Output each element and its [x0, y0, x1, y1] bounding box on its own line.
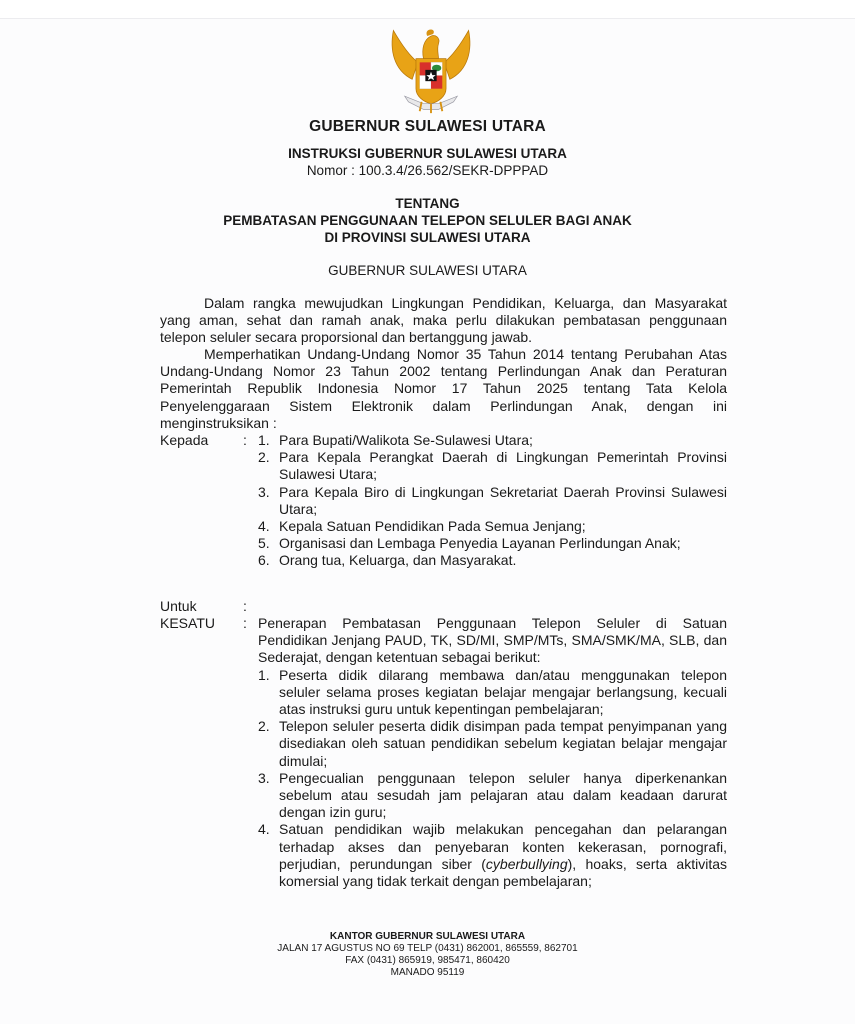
footer-address: JALAN 17 AGUSTUS NO 69 TELP (0431) 862001, 865559, 862701 [277, 943, 578, 954]
subject-line-2: DI PROVINSI SULAWESI UTARA [324, 230, 531, 245]
recipient-item [258, 449, 727, 483]
item-number: 1. [258, 666, 270, 683]
recipient-item [258, 535, 727, 552]
provision-item [258, 667, 727, 719]
instruction-title: INSTRUKSI GUBERNUR SULAWESI UTARA [288, 146, 567, 161]
item-number: 4. [258, 518, 270, 535]
item-number: 4. [258, 821, 270, 838]
item-text: Orang tua, Keluarga, dan Masyarakat. [279, 552, 517, 569]
item-text: Para Kepala Perangkat Daerah di Lingkungan Pemerintah Provinsi Sulawesi Utara; [279, 449, 727, 483]
item-number: 2. [258, 718, 270, 735]
item-number: 3. [258, 769, 270, 786]
item-text: Satuan pendidikan wajib melakukan pencegahan dan pelarangan terhadap akses dan penyebaran konten kekerasan, pornografi, perjudian, perundungan siber ( [279, 821, 727, 872]
footer-city: MANADO 95119 [390, 967, 465, 978]
recipient-item [258, 484, 727, 518]
governor-title: GUBERNUR SULAWESI UTARA [309, 118, 546, 135]
item-number: 3. [258, 483, 270, 500]
recipient-item [258, 518, 727, 535]
item-text: Telepon seluler peserta didik disimpan pada tempat penyimpanan yang disediakan oleh satuan pendidikan sebelum kegiatan belajar mengajar dimulai; [279, 718, 727, 769]
item-text: Para Bupati/Walikota Se-Sulawesi Utara; [279, 432, 533, 448]
item-number: 1. [258, 432, 270, 448]
recipient-item [258, 432, 727, 449]
recipient-list [258, 432, 727, 570]
provision-item [258, 718, 727, 770]
document-number: Nomor : 100.3.4/26.562/SEKR-DPPPAD [306, 163, 549, 178]
item-italic-term: cyberbullying [485, 855, 568, 872]
kesatu-content [258, 615, 727, 890]
subject-line-1: PEMBATASAN PENGGUNAAN TELEPON SELULER BAGI ANAK [223, 213, 632, 228]
considering-paragraph: Memperhatikan Undang-Undang Nomor 35 Tahun 2014 tentang Perubahan Atas Undang-Undang Nomor 23 Tahun 2002 tentang Perlindungan Anak dan Peraturan Pemerintah Republik Indonesia Nomor 17 Tahun 2025 tentang Tata Kelola Penyelenggaraan Sistem Elektronik dalam Perlindungan Anak, dengan ini menginstruksikan : [160, 346, 727, 431]
kepada-label: Kepada [160, 432, 209, 448]
kesatu-intro: Penerapan Pembatasan Penggunaan Telepon Seluler di Satuan Pendidikan Jenjang PAUD, TK, SD/MI, SMP/MTs, SMA/SMK/MA, SLB, dan Sederajat, dengan ketentuan sebagai berikut: [258, 615, 727, 666]
item-text: ), hoaks, serta aktivitas komersial yang tidak terkait dengan pembelajaran; [279, 855, 727, 890]
item-text: Kepala Satuan Pendidikan Pada Semua Jenjang; [279, 518, 586, 535]
item-number: 2. [258, 449, 270, 466]
opening-paragraph: Dalam rangka mewujudkan Lingkungan Pendidikan, Keluarga, dan Masyarakat yang aman, sehat dan ramah anak, maka perlu dilakukan pembatasan penggunaan telepon seluler secara proporsional dan bertanggung jawab. [160, 295, 727, 346]
item-text: Peserta didik dilarang membawa dan/atau menggunakan telepon seluler selama proses kegiatan belajar mengajar berlangsung, kecuali atas instruksi guru untuk kepentingan pembelajaran; [279, 666, 727, 718]
kesatu-colon: : [243, 615, 247, 631]
item-text: Organisasi dan Lembaga Penyedia Layanan Perlindungan Anak; [279, 535, 681, 552]
tentang-heading: TENTANG [395, 196, 460, 211]
footer-office: KANTOR GUBERNUR SULAWESI UTARA [329, 931, 526, 942]
footer-fax: FAX (0431) 865919, 985471, 860420 [345, 955, 510, 966]
item-text: Pengecualian penggunaan telepon seluler hanya diperkenankan sebelum atau sesudah jam pelajaran atau dalam keadaan darurat dengan izin guru; [279, 769, 727, 821]
item-number: 5. [258, 535, 270, 552]
document-page [0, 19, 855, 1024]
viewer-top-bar [0, 0, 855, 19]
recipient-item [258, 552, 727, 569]
item-text: Para Kepala Biro di Lingkungan Sekretariat Daerah Provinsi Sulawesi Utara; [279, 483, 727, 517]
garuda-emblem-icon [384, 21, 478, 115]
provision-item [258, 770, 727, 822]
provision-item [258, 821, 727, 890]
untuk-colon: : [243, 598, 247, 614]
kepada-colon: : [243, 432, 247, 448]
kesatu-label: KESATU [160, 615, 215, 631]
issuer-heading: GUBERNUR SULAWESI UTARA [328, 263, 527, 278]
untuk-label: Untuk [160, 598, 197, 614]
item-number: 6. [258, 552, 270, 569]
